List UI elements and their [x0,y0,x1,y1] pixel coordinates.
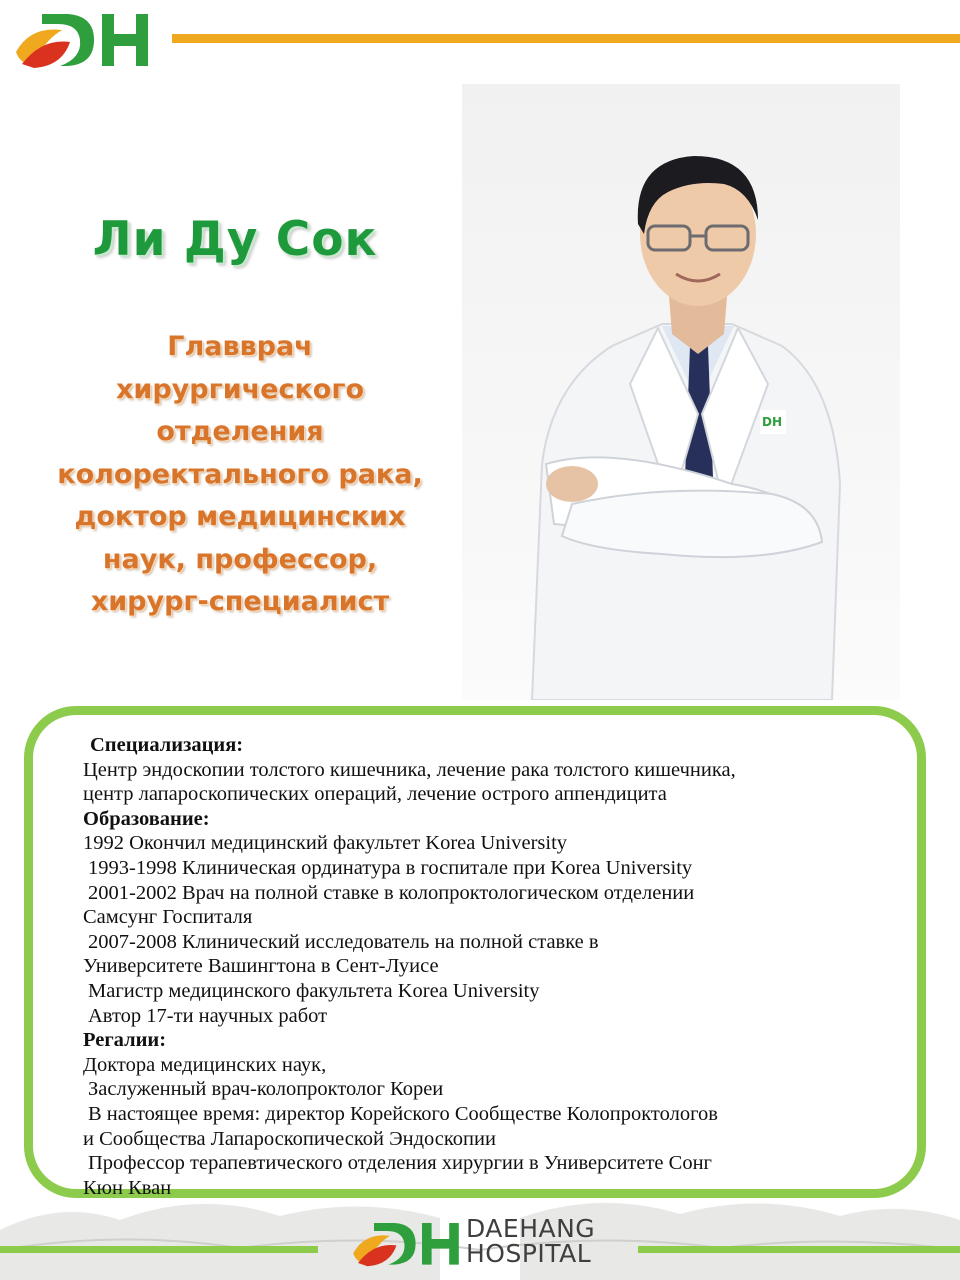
brand-line-1: DAEHANG [466,1214,596,1243]
brand-line-2: HOSPITAL [466,1239,592,1268]
specialization-line: Центр эндоскопии толстого кишечника, лечение рака толстого кишечника, [83,758,736,781]
education-heading: Образование: [83,807,210,830]
education-line: Университете Вашингтона в Сент-Луисе [83,955,439,978]
regalia-line: Заслуженный врач-колопроктолог Кореи [88,1078,444,1101]
education-line: Самсунг Госпиталя [83,906,253,929]
dh-logo-icon [350,1216,462,1270]
education-line: 2007-2008 Клинический исследователь на полной ставке в [88,930,599,953]
title-line: хирург-специалист [90,586,390,617]
footer-logo-letters: DH [350,1218,352,1220]
education-line: 1993-1998 Клиническая ординатура в госпитале при Korea University [88,856,693,879]
regalia-line: Доктора медицинских наук, [83,1053,327,1076]
regalia-line: Профессор терапевтического отделения хирургии в Университете Сонг [88,1152,712,1175]
specialization-line: центр лапароскопических операций, лечение острого аппендицита [83,783,667,806]
specialization-heading: Специализация: [90,734,244,756]
doctor-name: Ли Ду Сок [92,212,378,267]
title-line: колоректального рака, [57,458,423,490]
hospital-brand-name [466,1216,636,1266]
education-line: 2001-2002 Врач на полной ставке в колопроктологическом отделении [88,881,695,904]
regalia-line: и Сообщества Лапароскопической Эндоскопии [83,1127,496,1150]
info-content [83,733,913,1200]
footer-line-right [638,1246,960,1253]
regalia-line: Кюн Кван [83,1176,172,1199]
hospital-logo-bottom [350,1216,462,1270]
title-line: отделения [156,416,324,447]
regalia-line: В настоящее время: директор Корейского Сообществе Колопроктологов [88,1102,718,1125]
header-accent-line [172,34,960,43]
doctor-title [30,326,450,624]
coat-badge-letters: DH [762,415,783,429]
logo-letters: DH [12,8,14,9]
title-line: хирургического [116,373,364,405]
education-line: Автор 17-ти научных работ [88,1004,328,1027]
education-line: 1992 Окончил медицинский факультет Korea University [83,832,568,855]
title-line: наук, профессор, [102,543,378,575]
education-line: Магистр медицинского факультета Korea University [88,979,540,1002]
hospital-logo-top [12,8,152,70]
title-line: доктор медицинских [74,501,406,532]
title-line: Главврач [167,331,313,362]
doctor-photo [462,84,900,700]
footer-line-left [0,1246,318,1253]
dh-logo-icon [12,8,152,70]
regalia-heading: Регалии: [83,1029,167,1052]
